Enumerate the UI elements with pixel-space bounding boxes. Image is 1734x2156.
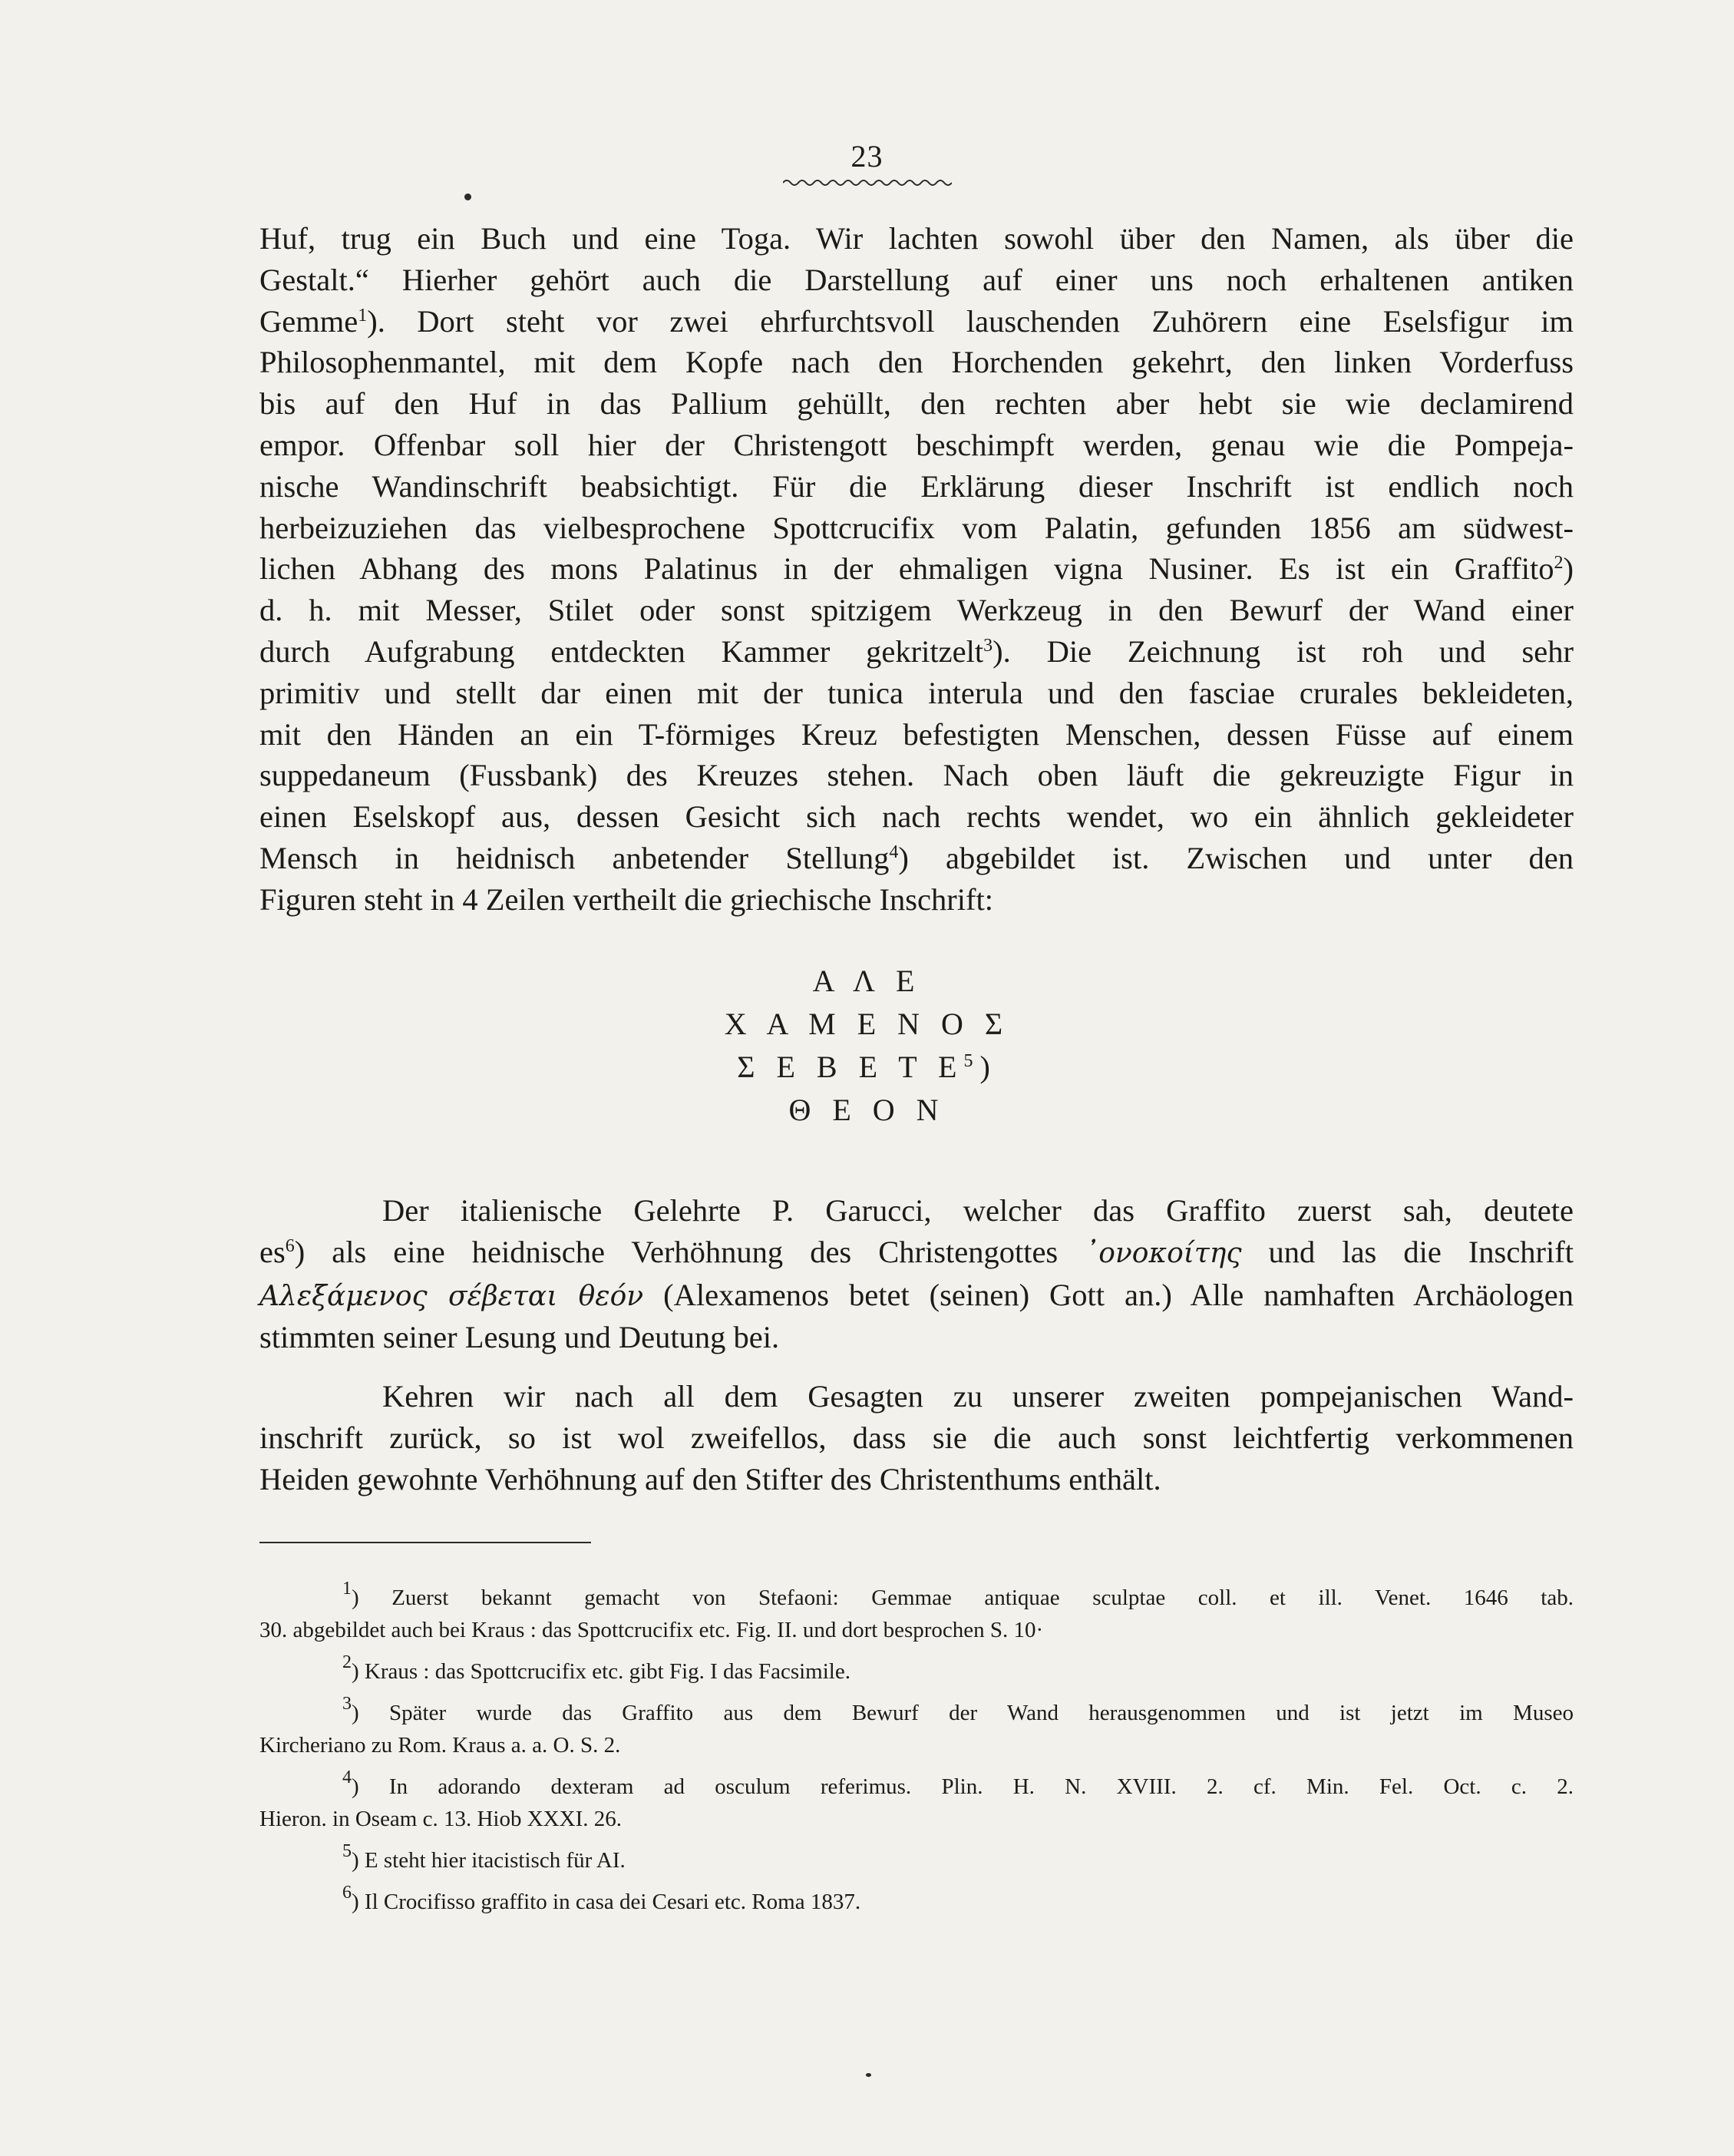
text-line: bis auf den Huf in das Pallium gehüllt, den rechten aber hebt sie wie declamirend (259, 386, 1574, 422)
page-number: 23 (850, 139, 884, 174)
inscription-line: Χ Α Μ Ε Ν Ο Σ (724, 1007, 1010, 1041)
footnote-number: 4 (342, 1767, 352, 1787)
text-line: Gestalt.“ Hierher gehört auch die Darstellung auf einer uns noch erhaltenen antiken (259, 262, 1574, 297)
speck-mark (866, 2073, 871, 2077)
text-line: herbeizuziehen das vielbesprochene Spottcrucifix vom Palatin, gefunden 1856 am südwest- (259, 510, 1574, 545)
text-line: stimmten seiner Lesung und Deutung bei. (259, 1320, 780, 1355)
footnote-line: $^5$) E steht hier itacistisch für AI. (342, 1841, 626, 1873)
greek-phrase: Αλεξάμενος σέβεται θεόν (259, 1280, 644, 1312)
footnotes (259, 1579, 1574, 1927)
footnote-6 (259, 1883, 1574, 1918)
footnote-3 (259, 1694, 1574, 1761)
footnote-4 (259, 1767, 1574, 1835)
text-line: primitiv und stellt dar einen mit der tunica interula und den fasciae crurales bekleideten, (259, 675, 1574, 710)
page-header (0, 138, 1734, 188)
footnote-ref: 6 (285, 1235, 295, 1256)
text-line: durch Aufgrabung entdeckten Kammer gekritzelt$^3$). Die Zeichnung ist roh und sehr (259, 633, 1574, 669)
footnote-line: Hieron. in Oseam c. 13. Hiob XXXI. 26. (259, 1807, 622, 1831)
text-line: lichen Abhang des mons Palatinus in der ehmaligen vigna Nusiner. Es ist ein Graffito$^2$) (259, 551, 1574, 587)
footnote-line: $^1$) Zuerst bekannt gemacht von Stefaoni: Gemmae antiquae sculptae coll. et ill. Venet. 1646 tab. (342, 1579, 1574, 1610)
footnote-rule (259, 1542, 591, 1543)
text-line: d. h. mit Messer, Stilet oder sonst spitzigem Werkzeug in den Bewurf der Wand einer (259, 593, 1574, 628)
text-line: einen Eselskopf aus, dessen Gesicht sich nach rechts wendet, wo ein ähnlich gekleideter (259, 799, 1574, 835)
text-line: Kehren wir nach all dem Gesagten zu unserer zweiten pompejanischen Wand- (382, 1379, 1574, 1414)
footnote-ref: 5 (963, 1051, 980, 1071)
footnote-line: $^4$) In adorando dexteram ad osculum referimus. Plin. H. N. XVIII. 2. cf. Min. Fel. Oct. c. 2. (342, 1767, 1574, 1799)
paragraph-garucci (259, 1190, 1574, 1358)
text-line: Gemme$^1$). Dort steht vor zwei ehrfurchtsvoll lauschenden Zuhörern eine Eselsfigur im (259, 303, 1574, 339)
footnote-5 (259, 1841, 1574, 1877)
footnote-line: 30. abgebildet auch bei Kraus : das Spottcrucifix etc. Fig. II. und dort besprochen S. 10· (259, 1618, 1044, 1642)
footnote-ref: 3 (983, 635, 993, 656)
footnote-line: $^2$) Kraus : das Spottcrucifix etc. gibt Fig. I das Facsimile. (342, 1652, 850, 1684)
text-line: Heiden gewohnte Verhöhnung auf den Stifter des Christenthums enthält. (259, 1461, 1161, 1496)
text-line: mit den Händen an ein T-förmiges Kreuz befestigten Menschen, dessen Füsse auf einem (259, 716, 1574, 752)
text-line: inschrift zurück, so ist wol zweifellos, dass sie die auch sonst leichtfertig verkommenen (259, 1420, 1574, 1455)
text-line: Mensch in heidnisch anbetender Stellung$^4$) abgebildet ist. Zwischen und unter den (259, 840, 1574, 875)
footnote-number: 6 (342, 1883, 352, 1903)
footnote-ref: 2 (1554, 553, 1564, 574)
footnote-number: 2 (342, 1652, 352, 1672)
inscription-line: Σ Ε Β Ε Τ $E^5$) (737, 1050, 997, 1084)
text-line: Der italienische Gelehrte P. Garucci, welcher das Graffito zuerst sah, deutete (382, 1193, 1574, 1228)
text-line: Figuren steht in 4 Zeilen vertheilt die griechische Inschrift: (259, 881, 993, 917)
speck-mark (464, 193, 471, 200)
text-line: empor. Offenbar soll hier der Christengott beschimpft werden, genau wie die Pompeja- (259, 427, 1574, 462)
footnote-number: 1 (342, 1579, 352, 1599)
main-paragraph (259, 218, 1574, 921)
footnote-1 (259, 1579, 1574, 1646)
footnote-line: Kircheriano zu Rom. Kraus a. a. O. S. 2. (259, 1733, 621, 1758)
footnote-line: $^3$) Später wurde das Graffito aus dem Bewurf der Wand herausgenommen und ist jetzt im Museo (342, 1694, 1574, 1725)
paragraph-conclusion (259, 1376, 1574, 1500)
text-line: Αλεξάμενος σέβεται θεόν (Alexamenos betet (seinen) Gott an.) Alle namhaften Archäologen (259, 1277, 1574, 1312)
inscription-line: Θ Ε Ο Ν (788, 1093, 946, 1127)
text-line: $es^6$) als eine heidnische Verhöhnung des Christengottes ᾿ονοκοίτης und las die Inschrift (259, 1234, 1574, 1269)
footnote-number: 3 (342, 1694, 352, 1714)
text-line: suppedaneum (Fussbank) des Kreuzes stehen. Nach oben läuft die gekreuzigte Figur in (259, 758, 1574, 793)
wavy-ornament (783, 177, 952, 188)
footnote-ref: 4 (889, 842, 899, 862)
text-line: Huf, trug ein Buch und eine Toga. Wir lachten sowohl über den Namen, als über die (259, 221, 1574, 256)
footnote-line: $^6$) Il Crocifisso graffito in casa dei Cesari etc. Roma 1837. (342, 1883, 861, 1914)
greek-word: ᾿ονοκοίτης (1085, 1237, 1242, 1269)
footnote-number: 5 (342, 1841, 352, 1861)
text-line: Philosophenmantel, mit dem Kopfe nach den Horchenden gekehrt, den linken Vorderfuss (259, 345, 1574, 380)
text-line: nische Wandinschrift beabsichtigt. Für die Erklärung dieser Inschrift ist endlich noch (259, 468, 1574, 504)
greek-inscription (0, 960, 1734, 1132)
footnote-2 (259, 1652, 1574, 1688)
inscription-line: Α Λ Ε (812, 964, 922, 998)
footnote-ref: 1 (358, 305, 368, 326)
